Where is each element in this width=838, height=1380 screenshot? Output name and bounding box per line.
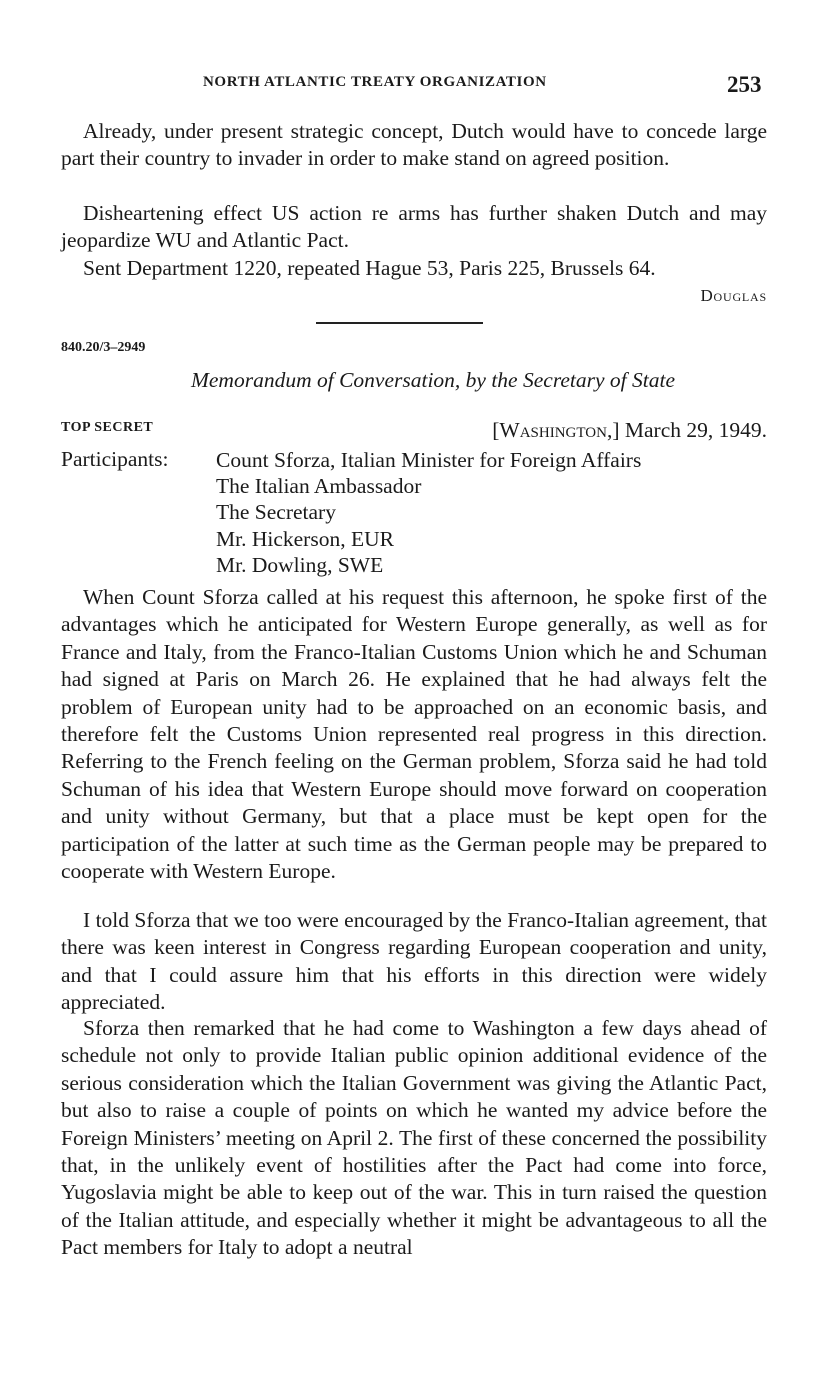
participants-label: Participants:: [61, 447, 169, 471]
running-header-title: NORTH ATLANTIC TREATY ORGANIZATION: [203, 74, 547, 90]
body-paragraph-3: Sforza then remarked that he had come to Washington a few days ahead of schedule not only to provide Italian public opinion additional evidence of the serious consideration which the Italian Government was giving the Atlantic Pact, but also to raise a couple of points on which he wanted my advice before the Foreign Ministers’ meeting on April 2. The first of these concerned the possibility that, in the unlikely event of hostilities after the Pact had come into force, Yugoslavia might be able to keep out of the war. This in turn raised the question of the Italian attitude, and especially whether it might be advantageous to all the Pact members for Italy to adopt a neutral: [61, 1016, 767, 1260]
participant-item: Mr. Hickerson, EUR: [216, 526, 394, 551]
top-paragraph-3: Sent Department 1220, repeated Hague 53, Paris 225, Brussels 64.: [83, 256, 656, 280]
section-divider: [316, 322, 483, 324]
participants-list: [216, 447, 641, 578]
dateline: [Washington,] March 29, 1949.: [492, 418, 767, 442]
participant-item: Count Sforza, Italian Minister for Foreign Affairs: [216, 448, 642, 472]
dateline-place: Washington,: [499, 418, 613, 442]
file-reference: 840.20/3–2949: [61, 340, 146, 355]
page-number: 253: [727, 72, 762, 97]
dateline-date: March 29, 1949.: [624, 418, 767, 442]
classification-label: TOP SECRET: [61, 420, 154, 435]
top-paragraph-1: Already, under present strategic concept, Dutch would have to concede large part their country to invader in order to make stand on agreed position.: [61, 119, 767, 171]
participant-item: The Secretary: [216, 500, 336, 525]
body-paragraph-2: I told Sforza that we too were encouraged by the Franco-Italian agreement, that there was keen interest in Congress regarding European cooperation and unity, and that I could assure him that his efforts in this direction were widely appreciated.: [61, 908, 767, 1015]
participant-item: The Italian Ambassador: [216, 474, 422, 499]
signature: Douglas: [700, 286, 767, 305]
top-paragraph-2: Disheartening effect US action re arms has further shaken Dutch and may jeopardize WU and Atlantic Pact.: [61, 201, 767, 253]
body-paragraph-1: When Count Sforza called at his request this afternoon, he spoke first of the advantages which he anticipated for Western Europe generally, as well as for France and Italy, from the Franco-Italian Customs Union which he and Schuman had signed at Paris on March 26. He explained that he had always felt the problem of European unity had to be approached on an economic basis, and therefore felt the Customs Union represented real progress in this direction. Referring to the French feeling on the German problem, Sforza said he had told Schuman of his idea that Western Europe should move forward on cooperation and unity without Germany, but that a place must be kept open for the participation of the latter at such time as the German people may be prepared to cooperate with Western Europe.: [61, 585, 767, 884]
memo-title: Memorandum of Conversation, by the Secretary of State: [190, 368, 676, 392]
participant-item: Mr. Dowling, SWE: [216, 552, 384, 577]
